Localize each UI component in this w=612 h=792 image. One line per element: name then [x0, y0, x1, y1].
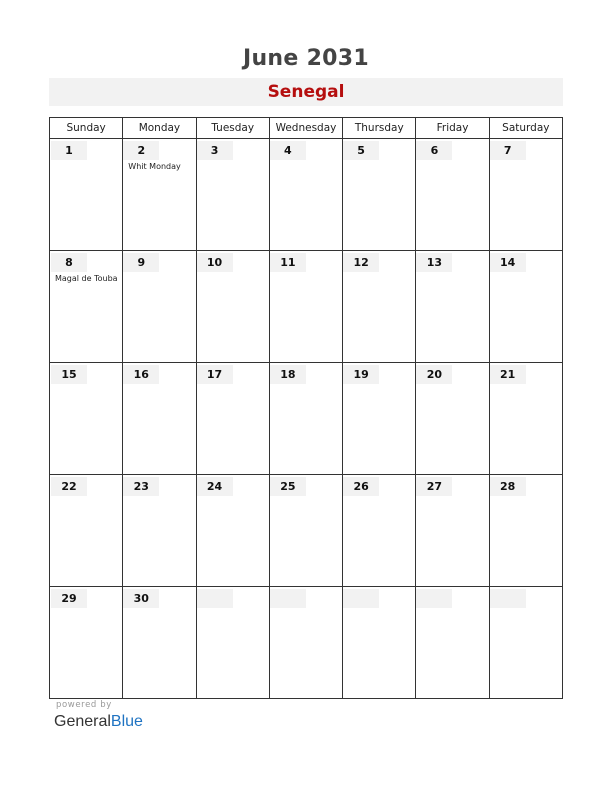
day-cell	[269, 251, 342, 363]
weekday-header: Sunday	[50, 118, 123, 139]
day-cell	[269, 363, 342, 475]
day-cell	[196, 363, 269, 475]
brand-blue: Blue	[110, 713, 143, 730]
day-number	[490, 589, 526, 608]
day-cell	[343, 251, 416, 363]
day-number: 7	[490, 141, 526, 160]
weekday-header: Saturday	[489, 118, 562, 139]
day-cell	[50, 139, 123, 251]
day-number: 20	[416, 365, 452, 384]
day-number: 12	[343, 253, 379, 272]
day-number: 28	[490, 477, 526, 496]
day-cell	[489, 251, 562, 363]
day-cell	[269, 587, 342, 699]
day-cell	[269, 139, 342, 251]
day-cell	[196, 475, 269, 587]
week-row	[50, 251, 563, 363]
day-cell	[343, 475, 416, 587]
day-number: 13	[416, 253, 452, 272]
weekday-header-row	[50, 118, 563, 139]
day-cell	[489, 587, 562, 699]
day-cell	[50, 363, 123, 475]
day-cell	[50, 475, 123, 587]
day-number: 26	[343, 477, 379, 496]
day-number: 10	[197, 253, 233, 272]
day-number: 22	[51, 477, 87, 496]
day-number: 14	[490, 253, 526, 272]
day-number: 9	[123, 253, 159, 272]
day-cell	[196, 587, 269, 699]
day-cell	[269, 475, 342, 587]
day-number: 23	[123, 477, 159, 496]
day-number	[343, 589, 379, 608]
day-cell	[416, 587, 489, 699]
day-number: 11	[270, 253, 306, 272]
week-row	[50, 363, 563, 475]
page-title: June 2031	[242, 46, 370, 71]
country-banner	[49, 78, 563, 106]
day-number	[197, 589, 233, 608]
day-cell	[416, 139, 489, 251]
day-number: 3	[197, 141, 233, 160]
day-cell	[123, 363, 196, 475]
weekday-header: Tuesday	[196, 118, 269, 139]
day-cell	[489, 139, 562, 251]
day-cell	[416, 475, 489, 587]
generalblue-logo	[54, 713, 143, 731]
day-number: 1	[51, 141, 87, 160]
day-number: 5	[343, 141, 379, 160]
weekday-header: Wednesday	[269, 118, 342, 139]
day-cell	[50, 251, 123, 363]
day-cell	[196, 251, 269, 363]
country-name: Senegal	[267, 82, 345, 102]
day-number: 17	[197, 365, 233, 384]
day-number: 15	[51, 365, 87, 384]
day-cell	[123, 251, 196, 363]
calendar-grid	[49, 117, 563, 699]
day-number: 29	[51, 589, 87, 608]
day-number: 6	[416, 141, 452, 160]
day-number: 8	[51, 253, 87, 272]
day-cell	[416, 251, 489, 363]
day-number: 18	[270, 365, 306, 384]
day-cell	[489, 475, 562, 587]
powered-by-label: powered by	[56, 700, 112, 710]
day-number: 16	[123, 365, 159, 384]
day-number: 30	[123, 589, 159, 608]
day-cell	[50, 587, 123, 699]
day-number: 27	[416, 477, 452, 496]
day-cell	[343, 139, 416, 251]
holiday-label: Magal de Touba	[55, 274, 118, 283]
day-number: 4	[270, 141, 306, 160]
week-row	[50, 139, 563, 251]
weekday-header: Friday	[416, 118, 489, 139]
day-number: 21	[490, 365, 526, 384]
day-number	[416, 589, 452, 608]
day-cell	[123, 587, 196, 699]
holiday-label: Whit Monday	[128, 162, 181, 171]
day-number: 24	[197, 477, 233, 496]
day-cell	[123, 475, 196, 587]
day-number	[270, 589, 306, 608]
day-cell	[196, 139, 269, 251]
week-row	[50, 475, 563, 587]
weekday-header: Thursday	[343, 118, 416, 139]
day-number: 25	[270, 477, 306, 496]
day-cell	[123, 139, 196, 251]
week-row	[50, 587, 563, 699]
day-cell	[343, 363, 416, 475]
day-number: 19	[343, 365, 379, 384]
day-cell	[489, 363, 562, 475]
weekday-header: Monday	[123, 118, 196, 139]
brand-general: General	[54, 713, 111, 730]
day-number: 2	[123, 141, 159, 160]
day-cell	[416, 363, 489, 475]
day-cell	[343, 587, 416, 699]
